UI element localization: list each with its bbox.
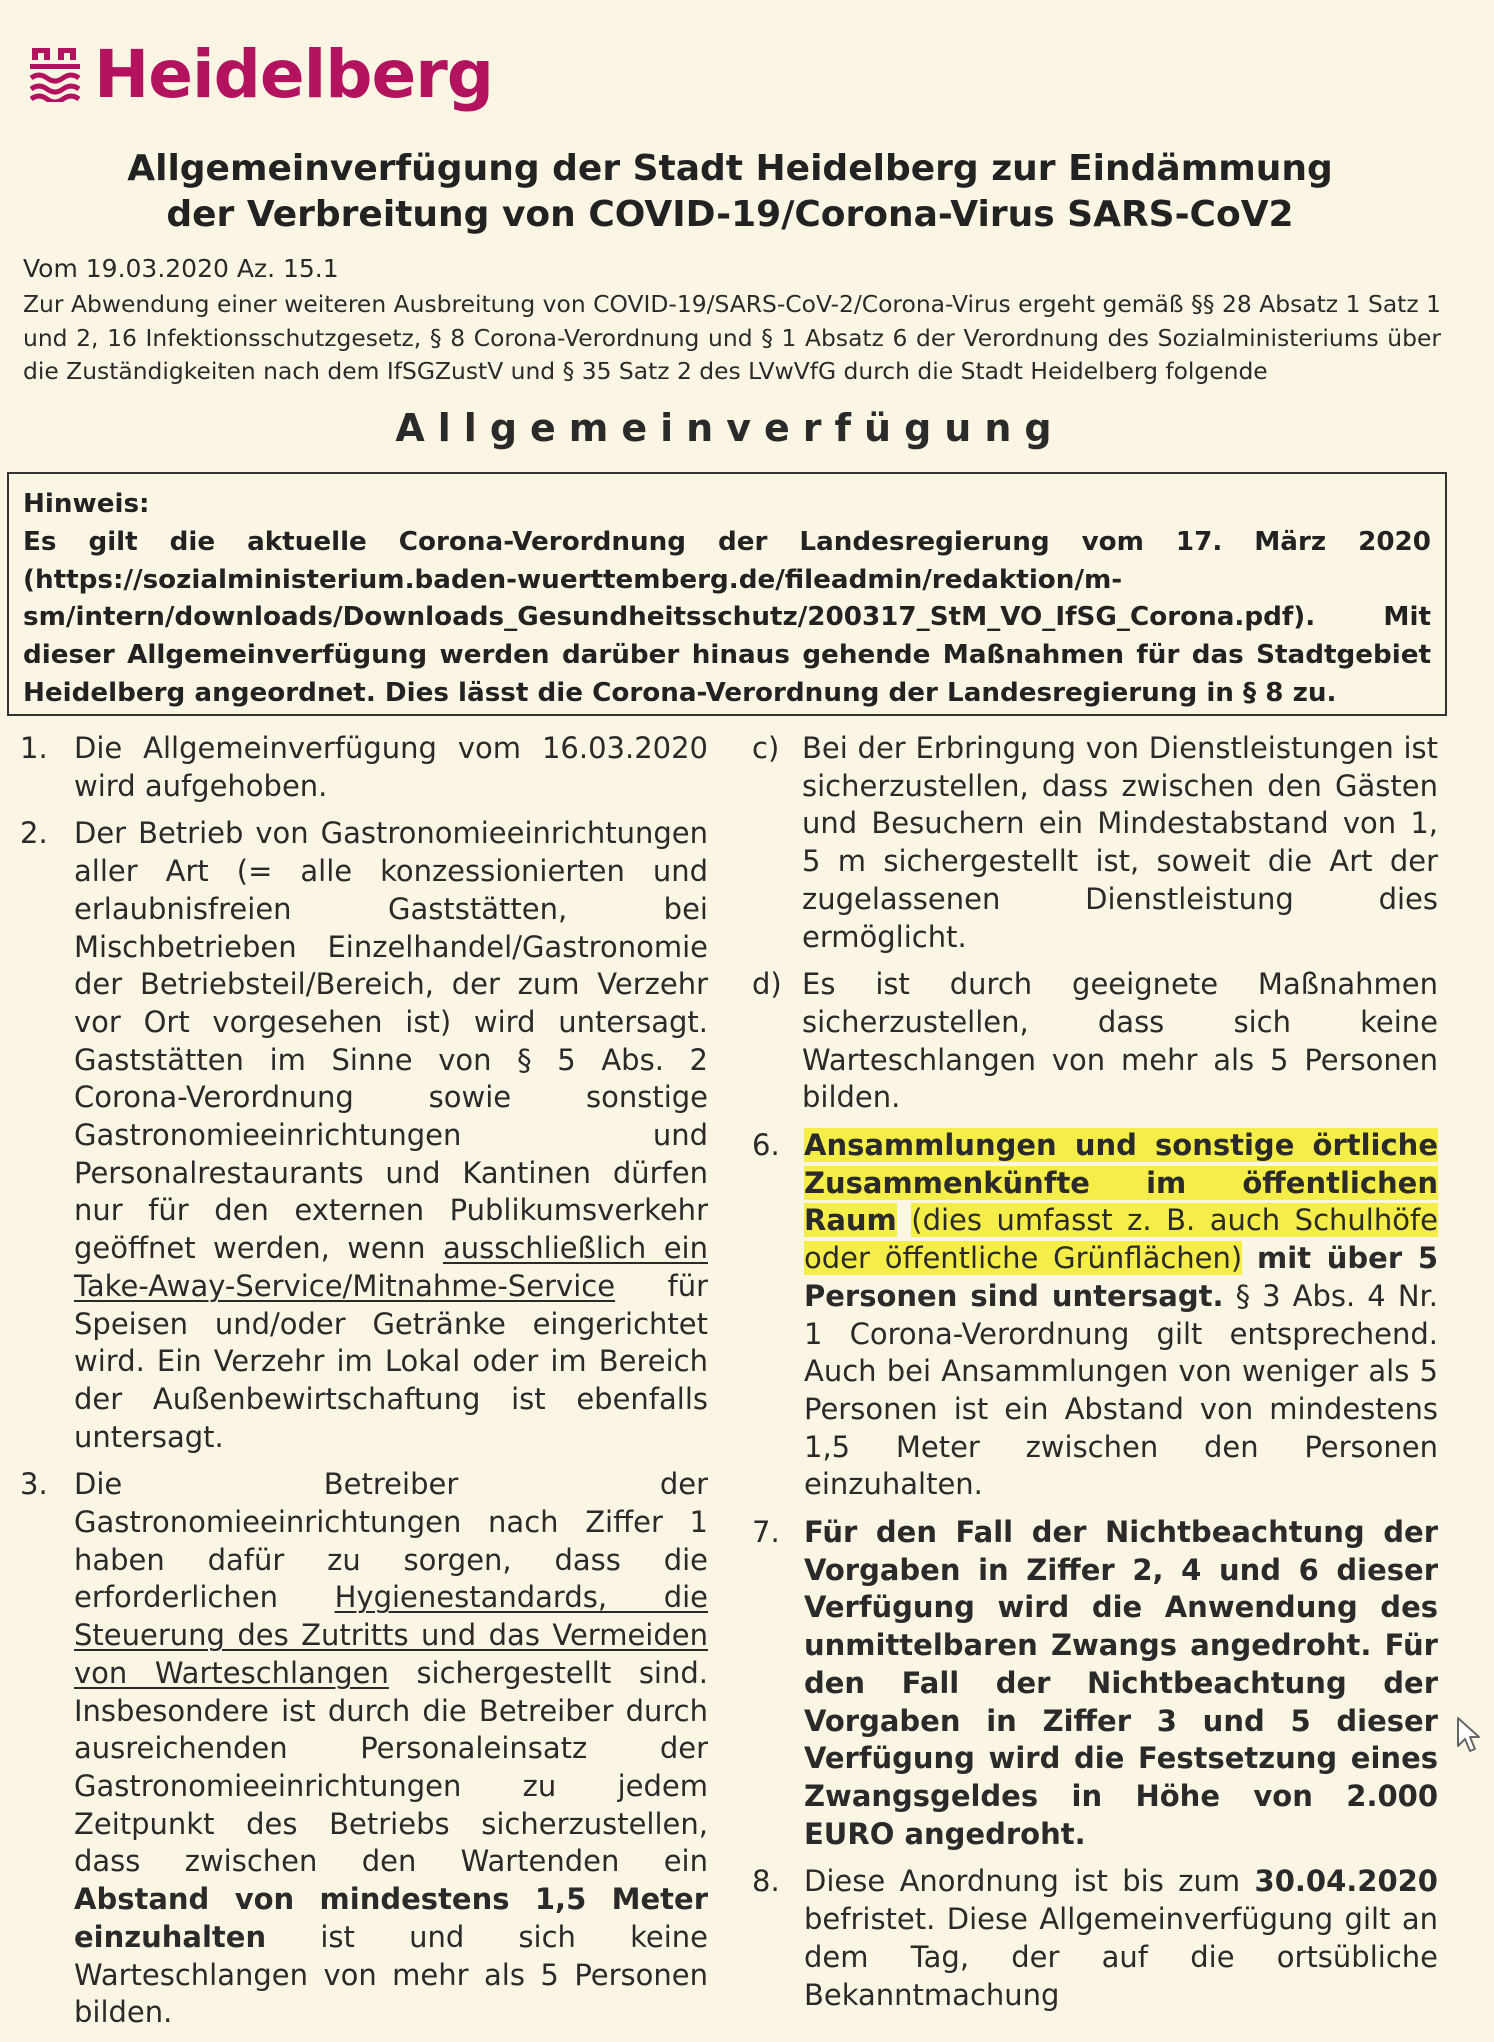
item-letter: d) xyxy=(752,967,782,1002)
item-number: 6. xyxy=(752,1128,780,1163)
title-line-1: Allgemeinverfügung der Stadt Heidelberg zur Eindämmung xyxy=(127,148,1333,189)
item-text: sichergestellt sind. Insbesondere ist durch die Betreiber durch ausreichenden Personaleinsatz der Gastronomieeinrichtungen zu jedem Zeitpunkt des Betriebs sicherzustellen, dass zwischen den Wartenden ein xyxy=(74,1655,708,1879)
list-item xyxy=(20,730,708,805)
list-item xyxy=(752,730,1438,956)
bold-text: Abstand von mindestens 1,5 Meter einzuhalten xyxy=(74,1882,708,1954)
underlined-text: Hygienestandards, die Steuerung des Zutritts und das Vermeiden von Warteschlangen xyxy=(74,1580,709,1690)
notice-text: Es gilt die aktuelle Corona-Verordnung der Landesregierung vom 17. März 2020 (https://sozialministerium.baden-wuerttemberg.de/fileadmin/redaktion/m-sm/intern/downloads/Downloads_Gesundheitsschutz/200317_StM_VO_IfSG_Corona.pdf). Mit dieser Allgemeinverfügung werden darüber hinaus gehende Maßnahmen für das Stadtgebiet Heidelberg angeordnet. Dies lässt die Corona-Verordnung der Landesregierung in § 8 zu. xyxy=(23,526,1431,708)
item-text: für Speisen und/oder Getränke eingerichtet wird. Ein Verzehr im Lokal oder im Bereich der Außenbewirtschaftung ist ebenfalls untersagt. xyxy=(74,1268,708,1454)
highlighted-text: (dies umfasst z. B. auch Schulhöfe oder öffentliche Grünflächen) xyxy=(804,1203,1438,1276)
list-item xyxy=(20,1466,708,2032)
date-reference: Vom 19.03.2020 Az. 15.1 xyxy=(23,254,339,283)
item-text: Für den Fall der Nichtbeachtung der Vorgaben in Ziffer 2, 4 und 6 dieser Verfügung wird die Anwendung des unmittelbaren Zwangs angedroht. Für den Fall der Nichtbeachtung der Vorgaben in Ziffer 3 und 5 dieser Verfügung wird die Festsetzung eines Zwangsgeldes in Höhe von 2.000 EURO angedroht. xyxy=(804,1515,1438,1851)
bold-date: 30.04.2020 xyxy=(1254,1864,1438,1899)
title-line-2: der Verbreitung von COVID-19/Corona-Virus SARS-CoV2 xyxy=(166,194,1294,235)
list-item xyxy=(752,1863,1438,2014)
item-text: befristet. Diese Allgemeinverfügung gilt an dem Tag, der auf die ortsübliche Bekanntmachung xyxy=(804,1902,1438,2012)
item-text: Diese Anordnung ist bis zum xyxy=(804,1864,1241,1899)
item-text: Die Betreiber der Gastronomieeinrichtungen nach Ziffer 1 haben dafür zu sorgen, dass die erforderlichen xyxy=(74,1467,708,1615)
item-text: Es ist durch geeignete Maßnahmen sicherzustellen, dass sich keine Warteschlangen von mehr als 5 Personen bilden. xyxy=(802,967,1438,1115)
item-text: Die Allgemeinverfügung vom 16.03.2020 wird aufgehoben. xyxy=(74,731,708,803)
item-number: 7. xyxy=(752,1515,780,1550)
item-text: Der Betrieb von Gastronomieeinrichtungen aller Art (= alle konzessionierten und erlaubnisfreien Gaststätten, bei Mischbetrieben Einzelhandel/Gastronomie der Betriebsteil/Bereich, der zum Verzehr vor Ort vorgesehen ist) wird untersagt. Gaststätten im Sinne von § 5 Abs. 2 Corona-Verordnung sowie sonstige Gastronomieeinrichtungen und Personalrestaurants und Kantinen dürfen nur für den externen Publikumsverkehr geöffnet werden, wenn xyxy=(74,816,708,1266)
left-column xyxy=(20,730,708,2042)
item-letter: c) xyxy=(752,731,780,765)
right-column xyxy=(752,730,1438,2024)
logo-text: Heidelberg xyxy=(94,36,494,113)
item-number: 3. xyxy=(20,1467,48,1502)
mouse-pointer-icon xyxy=(1456,1716,1482,1754)
document-title xyxy=(0,146,1460,238)
item-number: 2. xyxy=(20,816,48,851)
item-text: ist und sich keine Warteschlangen von mehr als 5 Personen bilden. xyxy=(74,1919,708,2030)
highlighted-bold-text: Ansammlungen und sonstige örtliche Zusammenkünfte im öffentlichen Raum xyxy=(804,1128,1438,1238)
notice-label: Hinweis: xyxy=(23,489,150,519)
logo xyxy=(30,36,494,113)
section-heading: Allgemeinverfügung xyxy=(395,406,1065,450)
list-item xyxy=(20,815,708,1456)
heidelberg-crest-icon xyxy=(30,48,80,102)
notice-box xyxy=(7,472,1447,716)
list-item xyxy=(752,1514,1438,1853)
list-item xyxy=(752,1127,1438,1504)
underlined-text: ausschließlich ein Take-Away-Service/Mitnahme-Service xyxy=(74,1231,708,1303)
intro-paragraph: Zur Abwendung einer weiteren Ausbreitung von COVID-19/SARS-CoV-2/Corona-Virus ergeht gemäß §§ 28 Absatz 1 Satz 1 und 2, 16 Infektionsschutzgesetz, § 8 Corona-Verordnung und § 1 Absatz 6 der Verordnung des Sozialministeriums über die Zuständigkeiten nach dem IfSGZustV und § 35 Satz 2 des LVwVfG durch die Stadt Heidelberg folgende xyxy=(23,290,1441,385)
item-text: Bei der Erbringung von Dienstleistungen ist sicherzustellen, dass zwischen den Gästen und Besuchern ein Mindestabstand von 1, 5 m sichergestellt ist, soweit die Art der zugelassenen Dienstleistung dies ermöglicht. xyxy=(802,731,1438,954)
list-item xyxy=(752,966,1438,1117)
item-text: § 3 Abs. 4 Nr. 1 Corona-Verordnung gilt entsprechend. Auch bei Ansammlungen von weniger als 5 Personen ist ein Abstand von mindestens 1,5 Meter zwischen den Personen einzuhalten. xyxy=(804,1278,1439,1502)
bold-text: mit über 5 Personen sind untersagt. xyxy=(804,1241,1438,1313)
item-number: 1. xyxy=(20,731,48,765)
item-number: 8. xyxy=(752,1864,780,1899)
